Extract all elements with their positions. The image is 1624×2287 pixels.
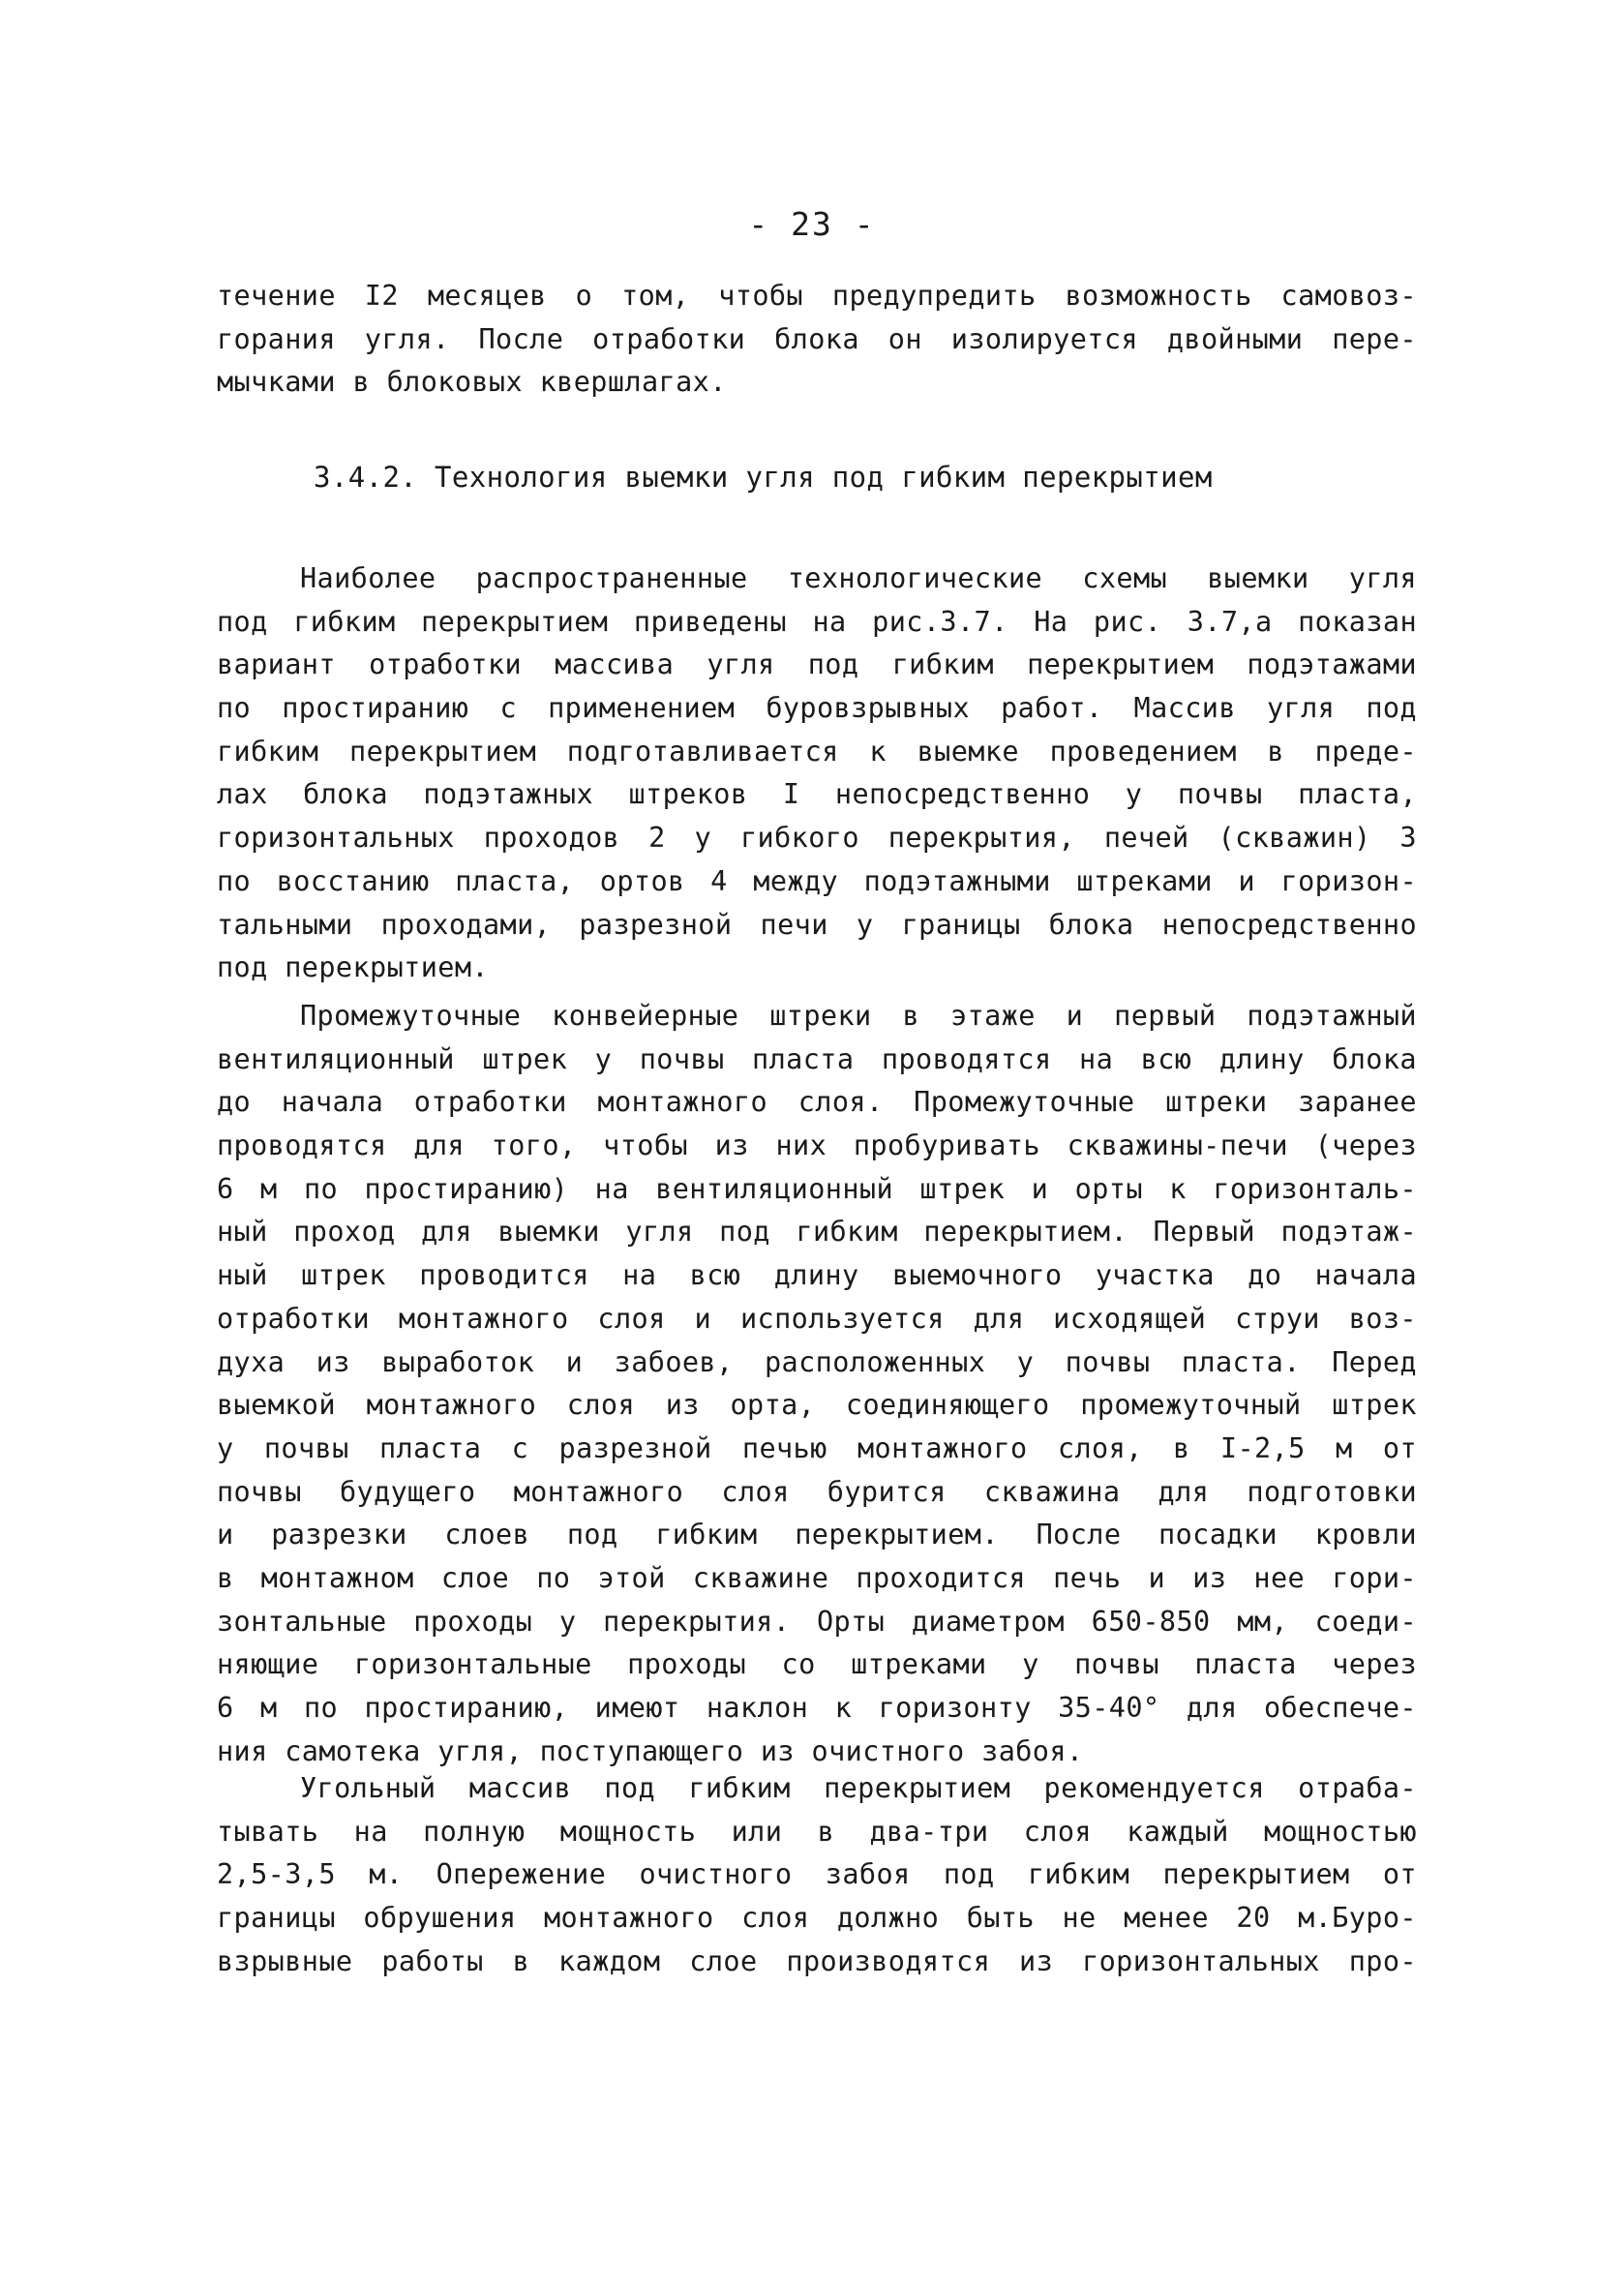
text-line: горизонтальных проходов 2 у гибкого перекрытия, печей (скважин) 3 xyxy=(217,822,1417,855)
text-line: лах блока подэтажных штреков I непосредственно у почвы пласта, xyxy=(217,778,1417,811)
text-line: и разрезки слоев под гибким перекрытием. После посадки кровли xyxy=(217,1519,1417,1551)
text-line: границы обрушения монтажного слоя должно быть не менее 20 м.Буро- xyxy=(217,1902,1417,1935)
text-line: в монтажном слое по этой скважине проходится печь и из нее гори- xyxy=(217,1561,1417,1594)
text-line: 2,5-3,5 м. Опережение очистного забоя под гибким перекрытием от xyxy=(217,1858,1417,1891)
text-line: под гибким перекрытием приведены на рис.3.7. На рис. 3.7,а показан xyxy=(217,605,1417,638)
text-line: проводятся для того, чтобы из них пробуривать скважины-печи (через xyxy=(217,1129,1417,1162)
text-line: Наиболее распространенные технологические схемы выемки угля xyxy=(300,562,1417,594)
text-line: течение I2 месяцев о том, чтобы предупредить возможность самовоз- xyxy=(217,280,1417,312)
text-line: отработки монтажного слоя и используется для исходящей струи воз- xyxy=(217,1302,1417,1335)
text-line: почвы будущего монтажного слоя бурится скважина для подготовки xyxy=(217,1475,1417,1508)
section-heading: 3.4.2. Технология выемки угля под гибким перекрытием xyxy=(314,461,1213,494)
text-line: Промежуточные конвейерные штреки в этаже и первый подэтажный xyxy=(300,1000,1417,1032)
text-line: по простиранию с применением буровзрывных работ. Массив угля под xyxy=(217,692,1417,725)
text-line: зонтальные проходы у перекрытия. Орты диаметром 650-850 мм, соеди- xyxy=(217,1605,1417,1638)
paragraph-2 xyxy=(217,995,1417,1773)
text-line: мычками в блоковых квершлагах. xyxy=(217,366,727,399)
intro-paragraph xyxy=(217,275,1417,405)
text-line: 6 м по простиранию, имеют наклон к горизонту 35-40° для обеспече- xyxy=(217,1692,1417,1724)
page-number: - 23 - xyxy=(748,205,876,243)
text-line: гибким перекрытием подготавливается к выемке проведением в преде- xyxy=(217,735,1417,767)
text-line: няющие горизонтальные проходы со штреками у почвы пласта через xyxy=(217,1648,1417,1681)
text-line: вентиляционный штрек у почвы пласта проводятся на всю длину блока xyxy=(217,1042,1417,1075)
text-line: под перекрытием. xyxy=(217,951,489,984)
text-line: выемкой монтажного слоя из орта, соединяющего промежуточный штрек xyxy=(217,1389,1417,1422)
text-line: горания угля. После отработки блока он изолируется двойными пере- xyxy=(217,322,1417,355)
text-line: по восстанию пласта, ортов 4 между подэтажными штреками и горизон- xyxy=(217,864,1417,897)
text-line: ния самотека угля, поступающего из очистного забоя. xyxy=(217,1734,1084,1767)
text-line: ный проход для выемки угля под гибким перекрытием. Первый подэтаж- xyxy=(217,1216,1417,1249)
text-line: ный штрек проводится на всю длину выемочного участка до начала xyxy=(217,1259,1417,1292)
text-line: до начала отработки монтажного слоя. Промежуточные штреки заранее xyxy=(217,1086,1417,1119)
text-line: Угольный массив под гибким перекрытием рекомендуется отраба- xyxy=(300,1772,1417,1804)
text-line: вариант отработки массива угля под гибким перекрытием подэтажами xyxy=(217,648,1417,681)
text-line: тывать на полную мощность или в два-три слоя каждый мощностью xyxy=(217,1815,1417,1848)
text-line: тальными проходами, разрезной печи у границы блока непосредственно xyxy=(217,908,1417,941)
text-line: 6 м по простиранию) на вентиляционный штрек и орты к горизонталь- xyxy=(217,1172,1417,1205)
paragraph-1 xyxy=(217,557,1417,990)
text-line: у почвы пласта с разрезной печью монтажного слоя, в I-2,5 м от xyxy=(217,1431,1417,1464)
text-line: духа из выработок и забоев, расположенных у почвы пласта. Перед xyxy=(217,1345,1417,1378)
text-line: взрывные работы в каждом слое производятся из горизонтальных про- xyxy=(217,1944,1417,1977)
paragraph-3 xyxy=(217,1767,1417,1983)
